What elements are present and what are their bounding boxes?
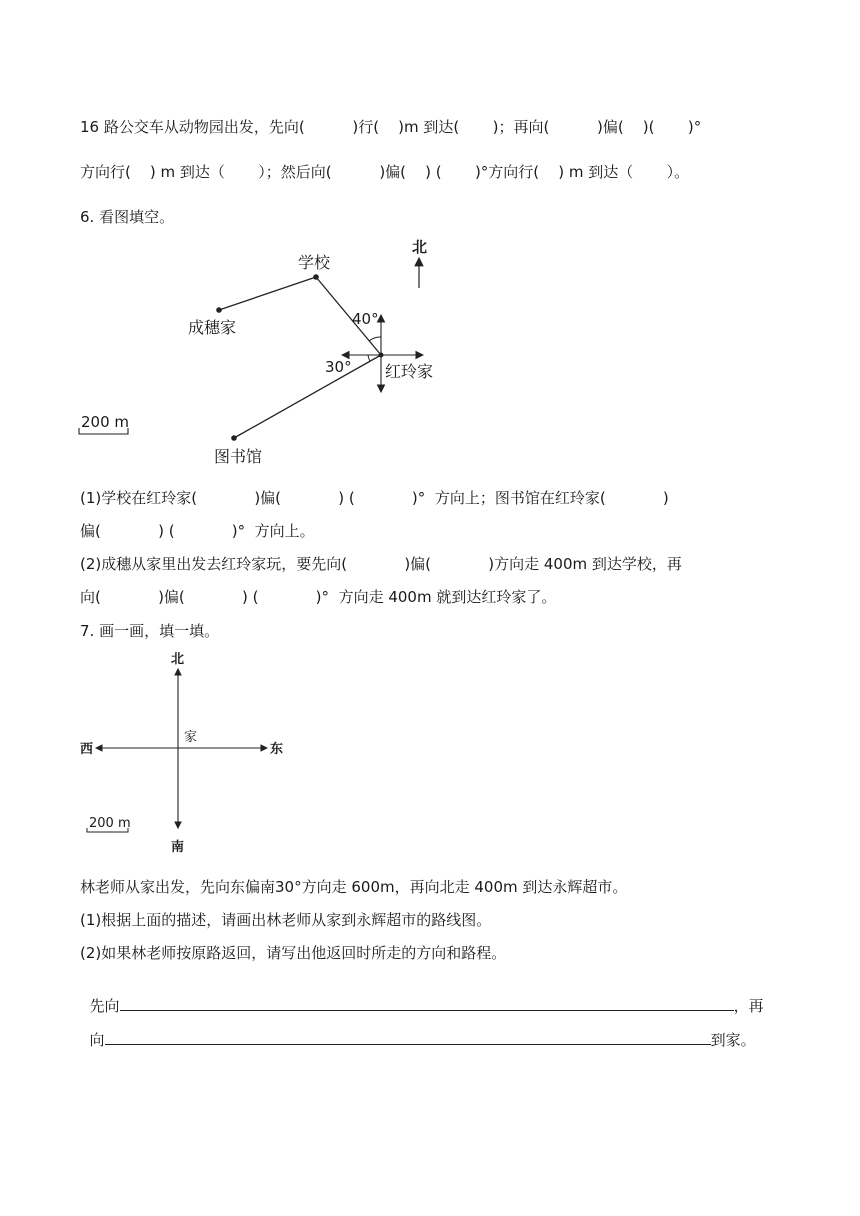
- q5-line-1: 16 路公交车从动物园出发，先向( )行( )m 到达( )；再向( )偏( )( )°: [80, 118, 702, 136]
- q6-part1-line1: (1)学校在红玲家( )偏( ) ( )° 方向上；图书馆在红玲家( ): [80, 489, 669, 507]
- fig6-hongling-label: 红玲家: [385, 362, 434, 381]
- fig7-home-label: 家: [184, 730, 198, 745]
- fig7-west-label: 西: [80, 742, 94, 757]
- q6-part2-line1: (2)成穗从家里出发去红玲家玩，要先向( )偏( )方向走 400m 到达学校，再: [80, 555, 682, 573]
- fig6-angle40-label: 40°: [352, 310, 379, 328]
- q7-answer2-suffix: 到家。: [710, 1031, 756, 1049]
- q5-line-2: 方向行( ) m 到达（ ）；然后向( )偏( ) ( )°方向行( ) m 到达（ ）。: [80, 163, 690, 181]
- fig6-chengsui-label: 成穗家: [188, 318, 237, 337]
- q7-title: 7. 画一画，填一填。: [80, 622, 220, 640]
- fig6-school-label: 学校: [298, 253, 331, 272]
- q7-answer1-prefix: 先向: [89, 997, 120, 1015]
- q7-answer2-prefix: 向: [89, 1031, 105, 1049]
- fig6-scale-label: 200 m: [81, 413, 130, 431]
- q7-answer-line2: [80, 1010, 756, 1050]
- fig7-north-label: 北: [171, 652, 185, 667]
- fig6-library-label: 图书馆: [214, 447, 263, 466]
- q7-part1: (1)根据上面的描述，请画出林老师从家到永辉超市的路线图。: [80, 911, 492, 929]
- fig7-east-label: 东: [270, 742, 284, 757]
- fig7-south-label: 南: [171, 840, 185, 855]
- q7-part2: (2)如果林老师按原路返回，请写出他返回时所走的方向和路程。: [80, 944, 507, 962]
- fig6-north-label: 北: [412, 238, 428, 256]
- answer-blank-2[interactable]: [105, 1030, 711, 1045]
- fig6-angle30-label: 30°: [325, 358, 352, 376]
- q6-part2-line2: 向( )偏( ) ( )° 方向走 400m 就到达红玲家了。: [80, 588, 557, 606]
- fig7-scale-label: 200 m: [89, 816, 131, 831]
- q7-description: 林老师从家出发，先向东偏南30°方向走 600m，再向北走 400m 到达永辉超市。: [80, 878, 628, 896]
- q6-title: 6. 看图填空。: [80, 208, 175, 226]
- q7-answer1-suffix: ，再: [733, 997, 764, 1015]
- q6-part1-line2: 偏( ) ( )° 方向上。: [80, 522, 315, 540]
- answer-blank-1[interactable]: [120, 996, 734, 1011]
